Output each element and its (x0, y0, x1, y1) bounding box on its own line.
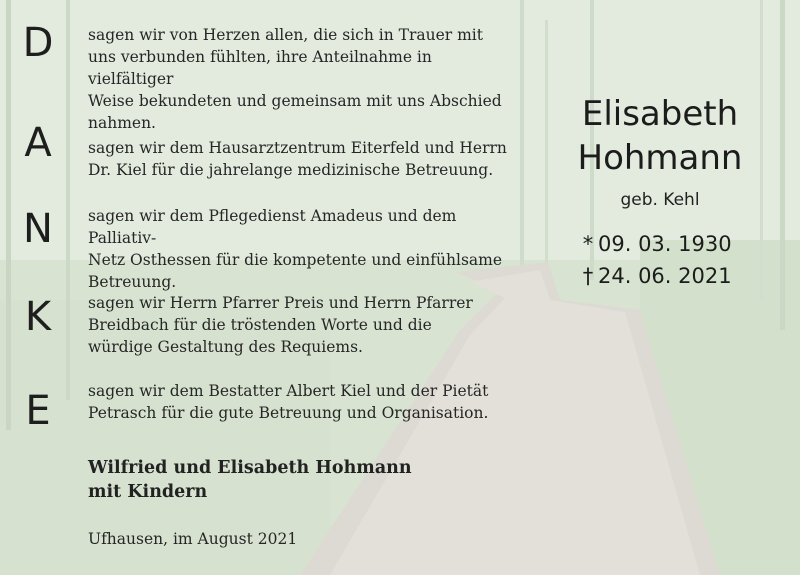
thanks-paragraph-5 (88, 380, 508, 424)
danke-letter: K (24, 294, 52, 340)
birth-star-icon: * (582, 232, 594, 256)
paragraph-line: Betreuung. (88, 273, 177, 291)
paragraph-line: Breidbach für die tröstenden Worte und die (88, 316, 432, 334)
paragraph-line: Petrasch für die gute Betreuung und Organisation. (88, 404, 489, 422)
death-date-line (580, 264, 760, 288)
paragraph-line: sagen wir dem Pflegedienst Amadeus und dem Palliativ- (88, 207, 457, 247)
paragraph-line: sagen wir dem Bestatter Albert Kiel und der Pietät (88, 382, 489, 400)
birth-date-line (580, 232, 760, 256)
paragraph-line: sagen wir Herrn Pfarrer Preis und Herrn Pfarrer (88, 294, 473, 312)
first-name: Elisabeth (581, 94, 739, 134)
deceased-name (560, 92, 760, 180)
paragraph-line: sagen wir von Herzen allen, die sich in Trauer mit (88, 26, 483, 44)
paragraph-line: nahmen. (88, 114, 156, 132)
maiden-name: geb. Kehl (620, 190, 700, 210)
thanks-paragraph-4 (88, 292, 508, 358)
thanks-paragraph-3 (88, 205, 508, 293)
paragraph-line: Dr. Kiel für die jahrelange medizinische Betreuung. (88, 161, 494, 179)
paragraph-line: würdige Gestaltung des Requiems. (88, 338, 363, 356)
danke-letter: E (25, 388, 51, 434)
place-and-date: Ufhausen, im August 2021 (88, 530, 298, 548)
signature-line: Wilfried und Elisabeth Hohmann (88, 458, 412, 478)
thanks-paragraph-2 (88, 137, 508, 181)
signature-line: mit Kindern (88, 482, 208, 502)
signature (88, 456, 412, 504)
death-date: 24. 06. 2021 (598, 264, 732, 288)
birth-date: 09. 03. 1930 (598, 232, 732, 256)
paragraph-line: Weise bekundeten und gemeinsam mit uns Abschied (88, 92, 502, 110)
death-cross-icon: † (582, 264, 594, 288)
danke-letter: D (22, 20, 54, 66)
danke-letter: N (23, 206, 53, 252)
paragraph-line: sagen wir dem Hausarztzentrum Eiterfeld und Herrn (88, 139, 507, 157)
last-name: Hohmann (577, 138, 743, 178)
paragraph-line: uns verbunden fühlten, ihre Anteilnahme in vielfältiger (88, 48, 432, 88)
danke-letter: A (24, 120, 52, 166)
thanks-paragraph-1 (88, 24, 508, 134)
paragraph-line: Netz Osthessen für die kompetente und einfühlsame (88, 251, 503, 269)
